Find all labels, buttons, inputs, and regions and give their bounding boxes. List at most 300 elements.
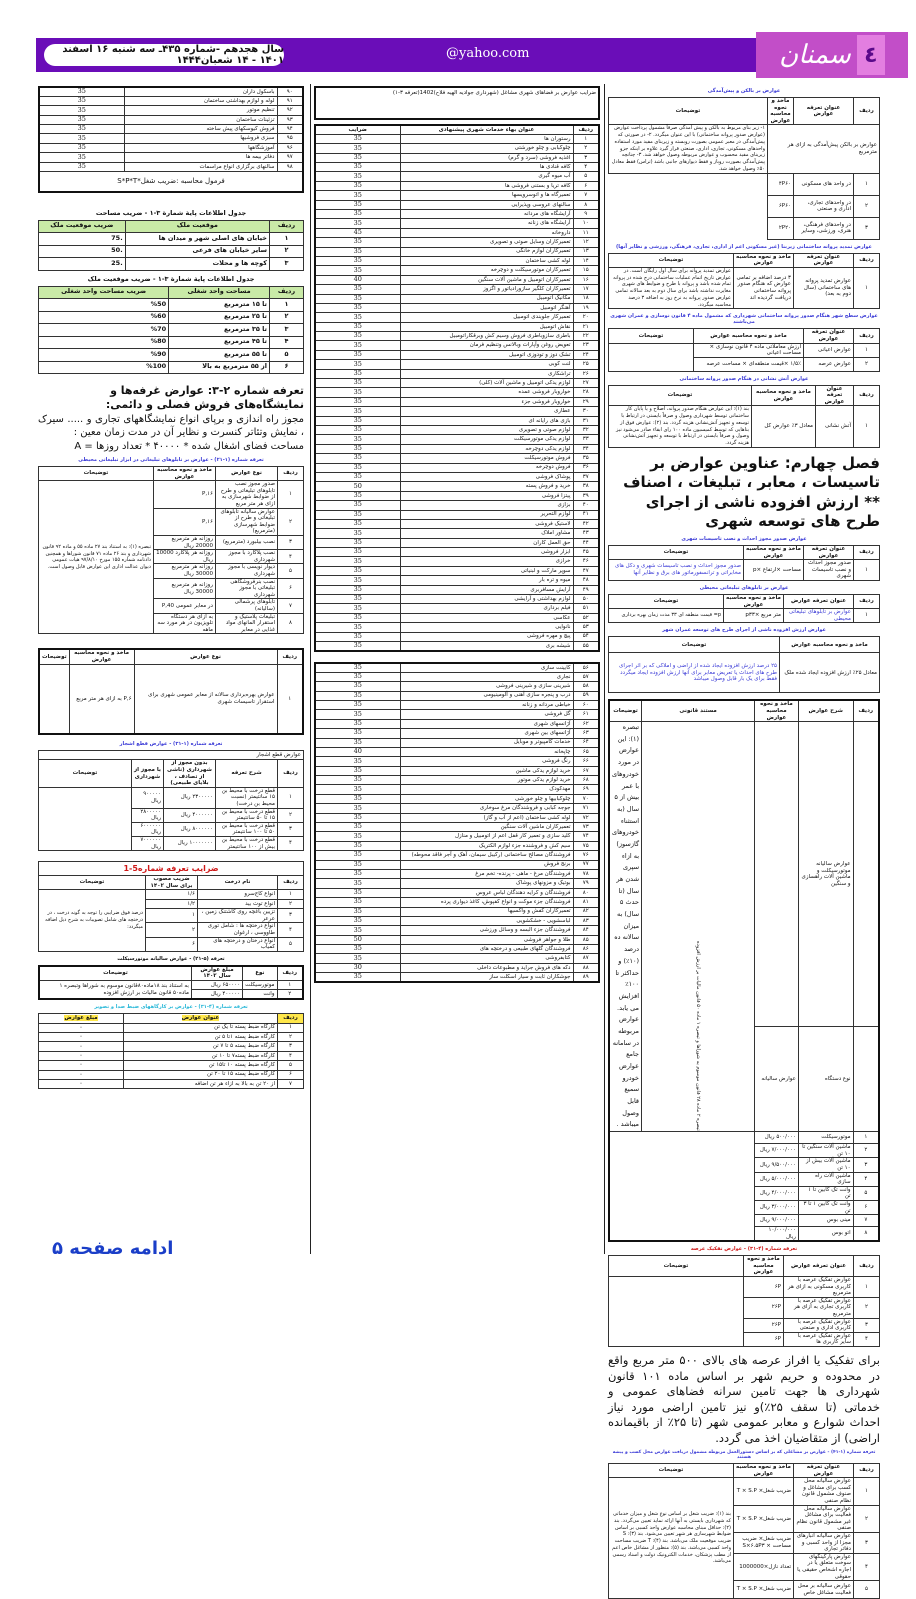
table-row — [39, 481, 304, 508]
cell: ۶ — [278, 578, 304, 599]
cell: 35 — [315, 510, 400, 519]
cell: معادل ۳٪ عوارض کل — [752, 406, 816, 448]
cell: ۴ — [278, 550, 304, 564]
cell: اتو بوس — [798, 1227, 853, 1242]
th: ماخذ و نحوه محاسبه عوارض — [744, 1256, 784, 1277]
cell: ۲ — [278, 508, 304, 535]
subdivision-paragraph: برای تفکیک یا افراز عرصه های بالای ۵۰۰ متر مربع واقع در محدوده و حریم شهر بر اساس ماده ۱۰۱ قانون شهرداری ها جهت تامین سرانه فضاهای عمومی و خدماتی (تا سقف ۲۵٪)و نیز تامین اراضی مورد نیاز احداث شوارع و معابر عمومی شهر (تا ۲۵٪ از باقیمانده اراضی) از متقاضیان اخذ می گردد. — [608, 1353, 880, 1445]
table-row — [315, 538, 599, 547]
th: ردیف — [854, 98, 880, 125]
cell: لوله کشی ساختمان — [400, 256, 573, 265]
cell: تعمیرکاران کلگیر سازورادیاتور و اگزوز — [400, 285, 573, 294]
cell: مهدکودک — [400, 785, 573, 794]
cell: عوارض سالیانه محل کسب برای مشاغل و صنوف مشمول قانون نظام صنفی — [794, 1478, 854, 1505]
cell: 35 — [315, 397, 400, 406]
cell: 35 — [315, 566, 400, 575]
table-row — [609, 1215, 879, 1227]
cell: 35 — [315, 332, 400, 341]
table-row — [315, 228, 599, 237]
cell: ۶P۶۰ — [768, 195, 794, 217]
cell: ۲۹ — [573, 397, 599, 406]
cell: ماشین آلات سنگین تا ۱۰ تن — [798, 1144, 853, 1158]
table-row — [315, 332, 599, 341]
table-row — [609, 1158, 879, 1172]
th: توضیحات — [609, 594, 724, 608]
cell: ۳۲ — [573, 426, 599, 435]
cell: طلا و جواهر فروشی — [400, 935, 573, 944]
cell: ۱ — [854, 173, 880, 195]
cell: کتابفروشی — [400, 954, 573, 963]
cell: ۷ — [853, 1215, 879, 1227]
th: توضیحات — [39, 649, 69, 664]
cell: فروشندگان مرغ - ماهی - پرنده- تخم مرغ — [400, 869, 573, 878]
cell: ۱ — [853, 1132, 879, 1144]
table-row — [315, 566, 599, 575]
cell: نانوایی — [400, 623, 573, 632]
cell: ۶۰ — [573, 700, 599, 709]
cell: ۶۴ — [573, 738, 599, 747]
cell: ۱۰۰۰۰۰۰۰ ریال — [164, 836, 216, 850]
table-row — [315, 888, 599, 897]
cell: ۱- زیر بنای مربوط به بالکن و پیش آمدگی صرفاً مشمول پرداخت عوارض (عوارض صدور پروانه ساختمانی) با این عنوان میگردد. ۲- در صورتی که پیش‌آمدگی در معبر عمومی بصورت روبسته و زیربنای مفید مورد استفاده واحدهای مسکونی، تجاری، اداری، صنعتی قرار گیرد علاوه بر اینکه جزو زیربنای مفید محسوب و عوارض مربوطه وصول خواهد شد. ۳- چنانچه پیش‌آمدگی بصورت روباز و فقط دیوارهای جانبی باشد (تراس) فقط معادل ۵۰٪ وصول خواهد شد. — [609, 125, 768, 173]
cell: 35 — [315, 632, 400, 641]
cell: انواع کاج‌سرو — [198, 890, 278, 899]
cell: چلوکبابی و چلو خورشتی — [400, 144, 573, 153]
logo-name: سمنان — [779, 40, 851, 70]
table-row — [39, 1042, 304, 1051]
cell: ۱ — [573, 134, 599, 143]
cell: تا ۱۵ مترمربع — [169, 299, 270, 312]
table-row — [315, 672, 599, 681]
cell: ماشین آلات بیش از ۱۰ تن — [798, 1158, 853, 1172]
table-row — [315, 191, 599, 200]
cell: قطع درخت با محیط بن ۱۵ تا ۵۰ سانتیمتر — [216, 808, 278, 822]
table-row — [315, 926, 599, 935]
table-row — [315, 719, 599, 728]
cell: مساحت ×ارتفاع ×p — [744, 560, 804, 581]
issue-info: سال هجدهم -شماره ۴۳۵ـ سه شنبه ۱۶ اسفند ۱۴۰۱ - ۱۴ شعبان۱۴۴۴ — [44, 44, 284, 66]
cell: ۱/۲ — [146, 899, 198, 908]
cell: ۶ — [853, 1200, 879, 1214]
cell: فروشندگان جزء البسه و وسائل ورزشی — [400, 926, 573, 935]
table-row — [609, 1132, 879, 1144]
cell: 35 — [315, 210, 400, 219]
table-row — [39, 1051, 304, 1060]
th: توضیحات — [609, 329, 694, 343]
cell: روزانه هر پلاکارد 10000 ریال — [154, 550, 216, 564]
cell: ۸ — [573, 200, 599, 209]
cell: خواروبار فروشی جزء — [400, 397, 573, 406]
cell: عوارض تفکیک عرصه با کاربری مسکونی به ازای هر مترمربع — [784, 1277, 854, 1298]
cell: ۱۸ — [573, 294, 599, 303]
cell: ۴۳ — [573, 529, 599, 538]
table-row — [315, 700, 599, 709]
cell: دفاتر بیمه ها — [124, 153, 277, 162]
cell: ۳۴ — [573, 444, 599, 453]
cell: ۵ — [270, 349, 304, 362]
table-row — [315, 388, 599, 397]
cell: 50 — [315, 935, 400, 944]
table-row — [315, 200, 599, 209]
cell: در واحدهای فرهنگی، هنری، ورزشی، وسایر — [794, 217, 854, 239]
added-value-caption: عوارض ارزش افزوده ناشی از اجرای طرح های توسعه عمران شهر — [662, 627, 826, 634]
cell: ۵۹ — [573, 691, 599, 700]
table-row — [315, 682, 599, 691]
cell: موتورسیکلت — [243, 980, 277, 989]
cell: ۲۶P — [744, 1297, 784, 1318]
cell: عوارض تفکیک عرصه با کاربری تجاری به ازای هر مترمربع — [784, 1297, 854, 1318]
th: توضیحات — [609, 385, 752, 406]
cell: آموزشگاهها — [124, 143, 277, 152]
table-row — [39, 233, 304, 246]
table-row — [315, 663, 599, 672]
cell: ۱ — [277, 664, 303, 734]
cell: 35 — [315, 303, 400, 312]
cell: برنج فروش — [400, 860, 573, 869]
cell: ۲۲ — [573, 332, 599, 341]
cell: موتورسیکلت — [798, 1132, 853, 1144]
th: عنوان تعرفه عوارض — [794, 98, 854, 125]
workshop-table — [38, 1013, 304, 1089]
th: ضریب مساحت واحد شغلی — [39, 286, 169, 299]
cell: ۷۲ — [573, 813, 599, 822]
middle-column — [314, 86, 600, 983]
cell: ۷۰ — [573, 794, 599, 803]
cell: 35 — [315, 691, 400, 700]
cell: 35 — [39, 125, 124, 134]
cell: ۲ — [278, 808, 304, 822]
cell: میوه و تره بار — [400, 576, 573, 585]
cell: آژانسهای شهری — [400, 719, 573, 728]
cell: تعمیرکاران لوازم خانگی — [400, 247, 573, 256]
th: توضیحات — [609, 253, 734, 267]
cell: ۲۳ — [573, 341, 599, 350]
cell: فروش موتورسیکلت — [400, 454, 573, 463]
cell: ۹۲ — [277, 106, 303, 115]
cell: کوچه ها و محلات — [125, 258, 269, 271]
continued-on-page-5: ادامه صفحه ۵ — [52, 1238, 174, 1259]
cell: عوارض بر بالکن پیش‌آمدگی به ازای هر مترمربع — [768, 125, 880, 173]
cell: ۷۷ — [573, 860, 599, 869]
cell: ۰ — [39, 1023, 124, 1032]
cell: ۵۵ — [573, 641, 599, 650]
cell: ۸۹ — [573, 973, 599, 982]
cell: %100 — [39, 361, 169, 374]
cell: تبلیغات پلاستیک و استقرار المانهای مواد غذایی در معابر — [216, 613, 278, 634]
cell: 35 — [315, 595, 400, 604]
cell: از ۲۰ تن به بالا به ازاء هر تن اضافه — [124, 1079, 278, 1088]
table-row — [315, 785, 599, 794]
cell: روزانه هر مترمربع 30000 ریال — [154, 578, 216, 599]
cell: 35 — [315, 738, 400, 747]
cell: خرازی — [400, 557, 573, 566]
cell: رستوران ها — [400, 134, 573, 143]
cell: متر مربع ×p۳۳ — [724, 609, 784, 623]
cell: ۳ — [854, 1533, 880, 1554]
cell: عوارض پارکینگهای سوخت متعلق یا در اجاره اشخاص حقیقی یا حقوقی — [794, 1553, 854, 1580]
cell: فروش کیوسکهای پیش ساخته — [124, 125, 277, 134]
cell: ۷۱ — [573, 804, 599, 813]
cell: ۹۳ — [277, 115, 303, 124]
th: عنوان تعرفه عوارض — [804, 329, 854, 343]
table-row — [315, 935, 599, 944]
cell: سالنهای عروسی وپذیرایی — [400, 200, 573, 209]
cell: جوشکاران ثابت و سیار اسکلت ساز — [400, 973, 573, 982]
cell: ۲P۲۰ — [768, 217, 794, 239]
cell: ۳ — [573, 153, 599, 162]
th: مبلغ عوارض سال ۱۴۰۲ — [191, 966, 242, 981]
cell: ضریب شغل× T × S.P — [734, 1478, 794, 1505]
cell: ۱۶ — [573, 275, 599, 284]
table-row — [609, 1172, 879, 1186]
cell: کارگاه ضبط پسته تا یک تن — [124, 1023, 278, 1032]
cell: ۸۰ — [573, 888, 599, 897]
cell: ۶۹ — [573, 785, 599, 794]
added-value-table — [608, 636, 880, 693]
cell: ۱ — [270, 233, 304, 246]
cell: 35 — [39, 96, 124, 105]
city-table — [608, 328, 880, 371]
cell: 35 — [315, 388, 400, 397]
th: ردیف — [278, 760, 304, 787]
table-row — [609, 1186, 879, 1200]
cell: عوارض اعیانی — [804, 343, 854, 357]
table-row — [315, 210, 599, 219]
cell: ۹/۰۰۰/۰۰۰ ریال — [755, 1215, 799, 1227]
cell: دکه های فروش جراید و مطبوعات داخلی — [400, 963, 573, 972]
cell: ۵ — [278, 564, 304, 578]
th-label: عنوان عوارض — [181, 1015, 220, 1022]
cell: ۱۰/۰۰۰/۰۰۰ ریال — [755, 1227, 799, 1242]
column-divider — [310, 84, 311, 1254]
cell: تعمیرکاران ماشین آلات سنگین — [400, 823, 573, 832]
cell: خرید لوازم یدکی ماشین — [400, 766, 573, 775]
cell: دیوار نویسی با مجوز شهرداری — [216, 564, 278, 578]
cell: نصب بیلبورد (مترمربع) — [216, 536, 278, 550]
th: ردیف — [854, 594, 880, 608]
cell: 35 — [315, 350, 400, 359]
th: ردیف — [573, 125, 599, 134]
cell: ۶,P به ازای هر متر مربع — [69, 664, 134, 734]
cell: ۸۷ — [573, 954, 599, 963]
cell: ۳۱ — [573, 416, 599, 425]
th: عنوان تعرفه عوارض — [784, 1256, 854, 1277]
cell: حق العمل کاران — [400, 538, 573, 547]
cell: ۳ — [853, 1158, 879, 1172]
th: ماخذ و نحوه محاسبه عوارض — [734, 1464, 794, 1478]
cell: 35 — [315, 256, 400, 265]
jobs-continued-table — [38, 86, 304, 193]
cell: ۱ — [270, 299, 304, 312]
cell: عوارض بر تابلوهای تبلیغاتی محیطی — [784, 609, 854, 623]
tariff-body: مجوز راه اندازی و برپای انواع نمایشگاههای تجاری و ..... سیرک ، نمایش وتئاتر کنسرت و نظایر آن در مدت زمان معین : — [38, 413, 304, 439]
cell: فروش دوچرخه — [400, 463, 573, 472]
table-row — [39, 1023, 304, 1032]
cell: ۲۳۰۰۰۰۰ ریال — [164, 787, 216, 808]
cell: ۶ — [278, 1070, 304, 1079]
cell: تزئینات ساختمان — [124, 115, 277, 124]
cell: آژانسهای بین شهری — [400, 729, 573, 738]
th: ضرایب — [315, 125, 400, 134]
cell: تبصره (۱): این عوارض در مورد خودروهای با عمر بیش از ۵ سال (به استثناء خودروهای گازسوز) به ازاء سپری شدن هر سال (تا حدث ۵ سال) به میزان سالانه ده درصد (۱۰٪) و حداکثر تا ۱۰۰٪ افزایش می یابد. عوارض مربوطه در سامانه جامع عوارض خودرو سمیع قابل وصول میباشد . — [609, 722, 642, 1132]
cell: 35 — [315, 813, 400, 822]
table-row — [39, 349, 304, 362]
table-row — [315, 604, 599, 613]
cell: ۷ — [278, 1079, 304, 1088]
business-table — [608, 1463, 880, 1599]
cell: ۶ — [573, 181, 599, 190]
table-row — [39, 890, 304, 899]
table-row — [39, 1079, 304, 1088]
cell: تعداد نازل×1000000 — [734, 1553, 794, 1580]
cell: ۵۰ — [573, 595, 599, 604]
table-row — [39, 787, 304, 808]
th: ردیف — [270, 286, 304, 299]
cell: مشاور املاک — [400, 529, 573, 538]
newspaper-logo — [756, 32, 908, 78]
cell: لوله کشی ساختمان (اعم از آب و گاز) — [400, 813, 573, 822]
cell: ۴ — [278, 923, 304, 937]
cell: تعمیرکاران کفش و واکسیها — [400, 907, 573, 916]
cell: 35 — [315, 454, 400, 463]
cell: آتش نشانی — [816, 406, 854, 448]
cell: ۳ — [278, 1042, 304, 1051]
cell: ۴ — [854, 1332, 880, 1346]
street-use-table — [38, 648, 304, 735]
page-number: ٤ — [857, 35, 885, 75]
table-row — [315, 275, 599, 284]
cell: 35 — [315, 907, 400, 916]
cell: مکانیک اتومبیل — [400, 294, 573, 303]
cell: لوازم بهداشتی و آرایشی — [400, 595, 573, 604]
cell: چاپخانه — [400, 747, 573, 756]
cell: ۲ — [270, 245, 304, 258]
cell: %60 — [39, 311, 169, 324]
cell: ۴/۰۰۰/۰۰۰ ریال — [755, 1186, 799, 1200]
cell: آهنگر اتومبیل — [400, 303, 573, 312]
cell: فروشندگان و کرایه دهندگان لباس عروس — [400, 888, 573, 897]
cell: ۱۶,P — [154, 508, 216, 535]
th: توضیحات — [609, 545, 744, 559]
tariff-title: تعرفه شماره ۲-۳: عوارض غرفه‌ها و نمایشگاه‌های فروش فصلی و دائمی: — [105, 384, 304, 412]
billboard-caption: عوارض بر تابلوهای تبلیغاتی محیطی — [699, 584, 789, 591]
cell: ۶۷ — [573, 766, 599, 775]
th: مستند قانونی — [642, 700, 755, 721]
cell: 35 — [315, 557, 400, 566]
cell: 35 — [39, 115, 124, 124]
cell: عوارض بهره‌برداری سالانه از معابر عمومی شهری برای استقرار تاسیسات شهری — [134, 664, 277, 734]
table-row — [609, 1227, 879, 1242]
cell: 35 — [315, 879, 400, 888]
table-row — [315, 945, 599, 954]
cell: ۱۴ — [573, 256, 599, 265]
table-row — [315, 397, 599, 406]
cell: ۸۴ — [573, 926, 599, 935]
cell: 35 — [315, 369, 400, 378]
cell: 40 — [315, 275, 400, 284]
cell: 35 — [315, 623, 400, 632]
cell: 35 — [315, 926, 400, 935]
cell: کافه تریا و بستنی فروشی ها — [400, 181, 573, 190]
th: شرح تعرفه — [216, 760, 278, 787]
cell: بند (۱): ضریب شغل بر اساس نوع شغل و میزان خدماتی که شهرداری بایستی به آنها ارائه نماید تعیین می‌گردد. بند (۲): حداقل مبنای محاسبه عوارض واحد کسبی بر اساس ضوابط شهرسازی هر شهر تعیین می‌شود. بند (۳): S ضریب موقعیت ملک می‌باشد. بند (۴): T ضریب مساحت واحد کسبی می‌باشد. بند (۵): منظور از مشاغل خاص اعم از مطب پزشکان، خدمات الکترونیک دولت و اسناد رسمی می‌باشد. — [609, 1478, 734, 1599]
th: عنوان تعرفه عوارض — [804, 545, 854, 559]
cell: 35 — [39, 162, 124, 171]
cell: ۱ — [146, 909, 198, 923]
cell: ۱ — [854, 343, 880, 357]
cell: 30 — [315, 963, 400, 972]
th: شرح عوارض — [798, 700, 853, 721]
table-row — [315, 776, 599, 785]
cell: در واحدهای تجاری، اداری و صنعتی — [794, 195, 854, 217]
cell: ۷ — [573, 191, 599, 200]
table-row — [315, 482, 599, 491]
cell — [39, 664, 69, 734]
cell: خیاطی مردانه و زنانه — [400, 700, 573, 709]
tariff-formula: مساحت فضای اشغال شده * ۴۰۰۰۰ * تعداد روزها = A — [74, 440, 304, 452]
cell: ۴۶ — [573, 557, 599, 566]
table-row — [609, 1478, 880, 1505]
table-row — [39, 258, 304, 271]
cell: 35 — [315, 144, 400, 153]
table-row — [39, 311, 304, 324]
table-row — [39, 1070, 304, 1079]
moto-table — [38, 965, 304, 1000]
cell: روزانه هر مترمربع 30000 ریال — [154, 564, 216, 578]
cell: 35 — [315, 898, 400, 907]
cell: معادل ۲۵٪ ارزش افزوده ایجاد شده ملک — [780, 653, 880, 693]
cell: ۲ — [277, 990, 303, 999]
table-row — [315, 501, 599, 510]
cell: 35 — [315, 472, 400, 481]
cell: ۱۶,P — [154, 481, 216, 508]
cell: انواع درختچه ها : شامل توری طاووسی ، ارغوان — [198, 923, 278, 937]
cell: ۳۶ — [573, 463, 599, 472]
cell: ۸۱ — [573, 898, 599, 907]
cell: 35 — [315, 435, 400, 444]
table-row — [315, 641, 599, 650]
th: نوع — [243, 966, 277, 981]
cell: ۳۸ — [573, 482, 599, 491]
cell: کافه قنادی ها — [400, 163, 573, 172]
th: ماخذ و نحوه محاسبه عوارض — [734, 253, 794, 267]
cell: ۵۸ — [573, 682, 599, 691]
th: ردیف — [270, 220, 304, 233]
table-row — [39, 96, 303, 105]
cell: 35 — [315, 823, 400, 832]
cell: ۰ — [39, 1042, 124, 1051]
table-row — [315, 519, 599, 528]
cell — [853, 722, 879, 1027]
cell: 35 — [315, 247, 400, 256]
th: مساحت واحد شغلی — [169, 286, 270, 299]
cell: فیلم برداری — [400, 604, 573, 613]
th: عنوان تعرفه عوارض — [794, 253, 854, 267]
right-column — [608, 84, 880, 1599]
cell: 35 — [315, 851, 400, 860]
cell: کابینت سازی — [400, 663, 573, 672]
table-row — [609, 1200, 879, 1214]
cell: فروشندگان جزء موکت و انواع کفپوش، کاغذ دیواری پرده — [400, 898, 573, 907]
jobs-coef-table — [314, 124, 600, 652]
cell: ۶۳ — [573, 729, 599, 738]
cell: صدور مجوز نصب تابلوهای تبلیغاتی و طرح از ضوابط شهرسازی به ازای هر متر مربع — [216, 481, 278, 508]
cell: 35 — [315, 954, 400, 963]
cell: 35 — [315, 444, 400, 453]
th: توضیحات — [39, 467, 154, 481]
table-row — [315, 163, 599, 172]
table-row — [315, 832, 599, 841]
